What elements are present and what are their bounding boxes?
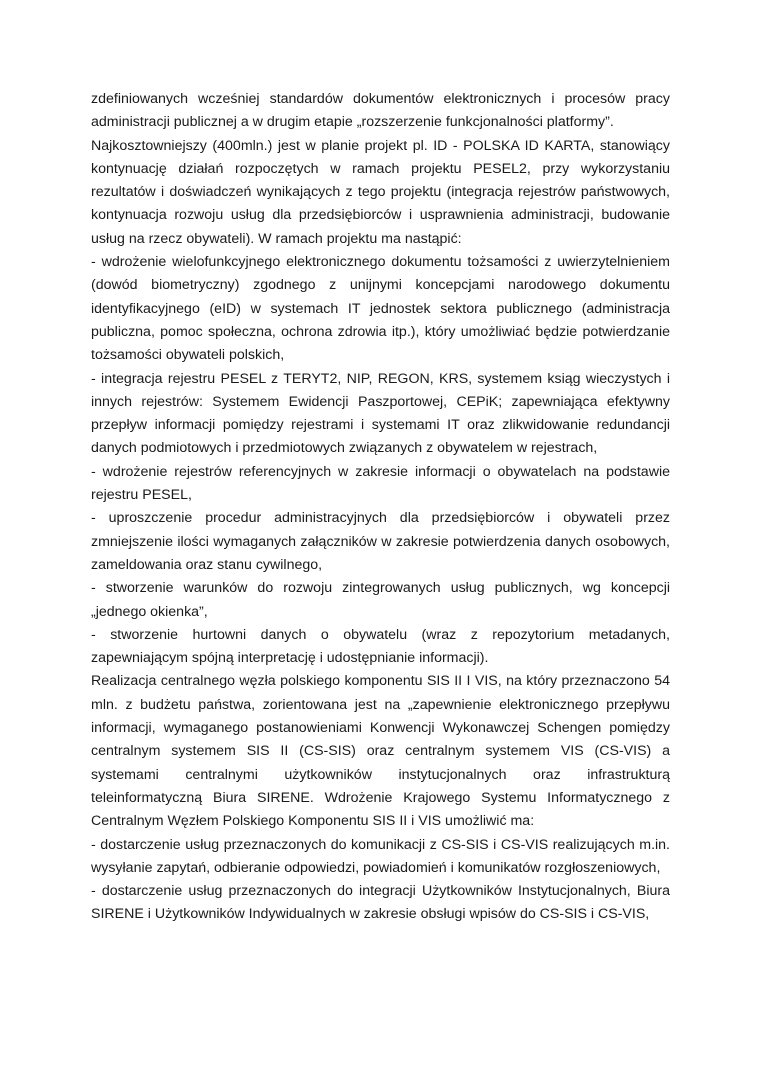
list-item: - wdrożenie wielofunkcyjnego elektronicznego dokumentu tożsamości z uwierzytelnieniem (dowód biometryczny) zgodnego z unijnymi koncepcjami narodowego dokumentu identyfikacyjnego (eID) w systemach IT jednostek sektora publicznego (administracja publiczna, pomoc społeczna, ochrona zdrowia itp.), który umożliwiać będzie potwierdzanie tożsamości obywateli polskich,: [91, 254, 670, 364]
paragraph-sis-vis: Realizacja centralnego węzła polskiego komponentu SIS II I VIS, na który przeznaczono 54 mln. z budżetu państwa, zorientowana jest na „zapewnienie elektronicznego przepływu informacji, wymaganego postanowieniami Konwencji Wykonawczej Schengen pomiędzy centralnym systemem SIS II (CS-SIS) oraz centralnym systemem VIS (CS-VIS) a systemami centralnymi użytkowników instytucjonalnych oraz infrastrukturą teleinformatyczną Biura SIRENE. Wdrożenie Krajowego Systemu Informatycznego z Centralnym Węzłem Polskiego Komponentu SIS II i VIS umożliwić ma:: [91, 673, 670, 830]
list-item: - dostarczenie usług przeznaczonych do integracji Użytkowników Instytucjonalnych, Biura SIRENE i Użytkowników Indywidualnych w zakresie obsługi wpisów do CS-SIS i CS-VIS,: [91, 883, 670, 923]
list-item: - integracja rejestru PESEL z TERYT2, NIP, REGON, KRS, systemem ksiąg wieczystych i innych rejestrów: Systemem Ewidencji Paszportowej, CEPiK; zapewniająca efektywny przepływ informacji pomiędzy rejestrami i systemami IT oraz zlikwidowanie redundancji danych podmiotowych i przedmiotowych związanych z obywatelem w rejestrach,: [91, 370, 670, 457]
list-item: - dostarczenie usług przeznaczonych do komunikacji z CS-SIS i CS-VIS realizujących m.in. wysyłanie zapytań, odbieranie odpowiedzi, powiadomień i komunikatów rozgłoszeniowych,: [91, 836, 670, 876]
paragraph-pl-id-project: Najkosztowniejszy (400mln.) jest w planie projekt pl. ID - POLSKA ID KARTA, stanowiący kontynuację działań rozpoczętych w ramach projektu PESEL2, przy wykorzystaniu rezultatów i doświadczeń wynikających z tego projektu (integracja rejestrów państwowych, kontynuacja rozwoju usług dla przedsiębiorców i usprawnienia administracji, budowanie usług na rzecz obywateli). W ramach projektu ma nastąpić:: [91, 137, 670, 247]
list-item: - wdrożenie rejestrów referencyjnych w zakresie informacji o obywatelach na podstawie rejestru PESEL,: [91, 463, 670, 504]
document-page: [91, 88, 670, 927]
list-item: - uproszczenie procedur administracyjnych dla przedsiębiorców i obywateli przez zmniejszenie ilości wymaganych załączników w zakresie potwierdzenia danych osobowych, zameldowania oraz stanu cywilnego,: [91, 510, 670, 573]
paragraph-continuation: zdefiniowanych wcześniej standardów dokumentów elektronicznych i procesów pracy administracji publicznej a w drugim etapie „rozszerzenie funkcjonalności platformy”.: [91, 91, 670, 131]
list-item: - stworzenie warunków do rozwoju zintegrowanych usług publicznych, wg koncepcji „jednego okienka”,: [91, 580, 670, 620]
list-item: - stworzenie hurtowni danych o obywatelu (wraz z repozytorium metadanych, zapewniającym spójną interpretację i udostępnianie informacji).: [91, 626, 670, 667]
